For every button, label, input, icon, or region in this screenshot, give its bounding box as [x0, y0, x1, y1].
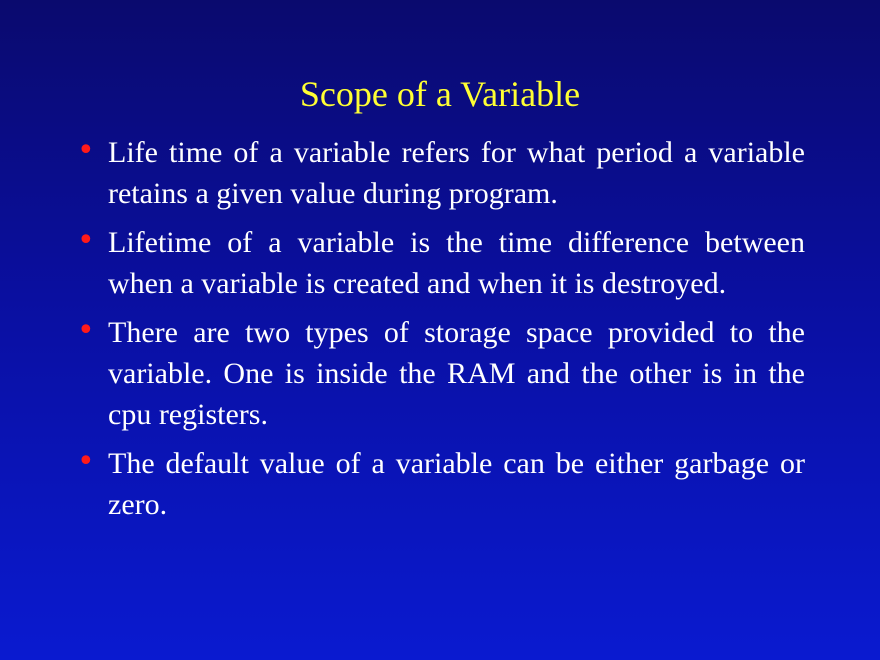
bullet-item: [0, 312, 880, 435]
bullet-item: [0, 222, 880, 304]
bullet-text: There are two types of storage space provided to the variable. One is inside the RAM and the other is in the cpu registers.: [108, 316, 805, 431]
bullet-text: The default value of a variable can be either garbage or zero.: [108, 447, 805, 521]
slide-title: Scope of a Variable: [299, 74, 581, 114]
bullet-item: [0, 132, 880, 214]
bullet-icon: •: [77, 444, 95, 479]
bullet-icon: •: [77, 313, 95, 348]
bullet-list: [0, 132, 880, 533]
bullet-item: [0, 443, 880, 525]
bullet-icon: •: [77, 133, 95, 168]
bullet-text: Life time of a variable refers for what period a variable retains a given value during program.: [108, 136, 805, 210]
bullet-text: Lifetime of a variable is the time difference between when a variable is created and when it is destroyed.: [108, 226, 805, 300]
bullet-icon: •: [77, 223, 95, 258]
